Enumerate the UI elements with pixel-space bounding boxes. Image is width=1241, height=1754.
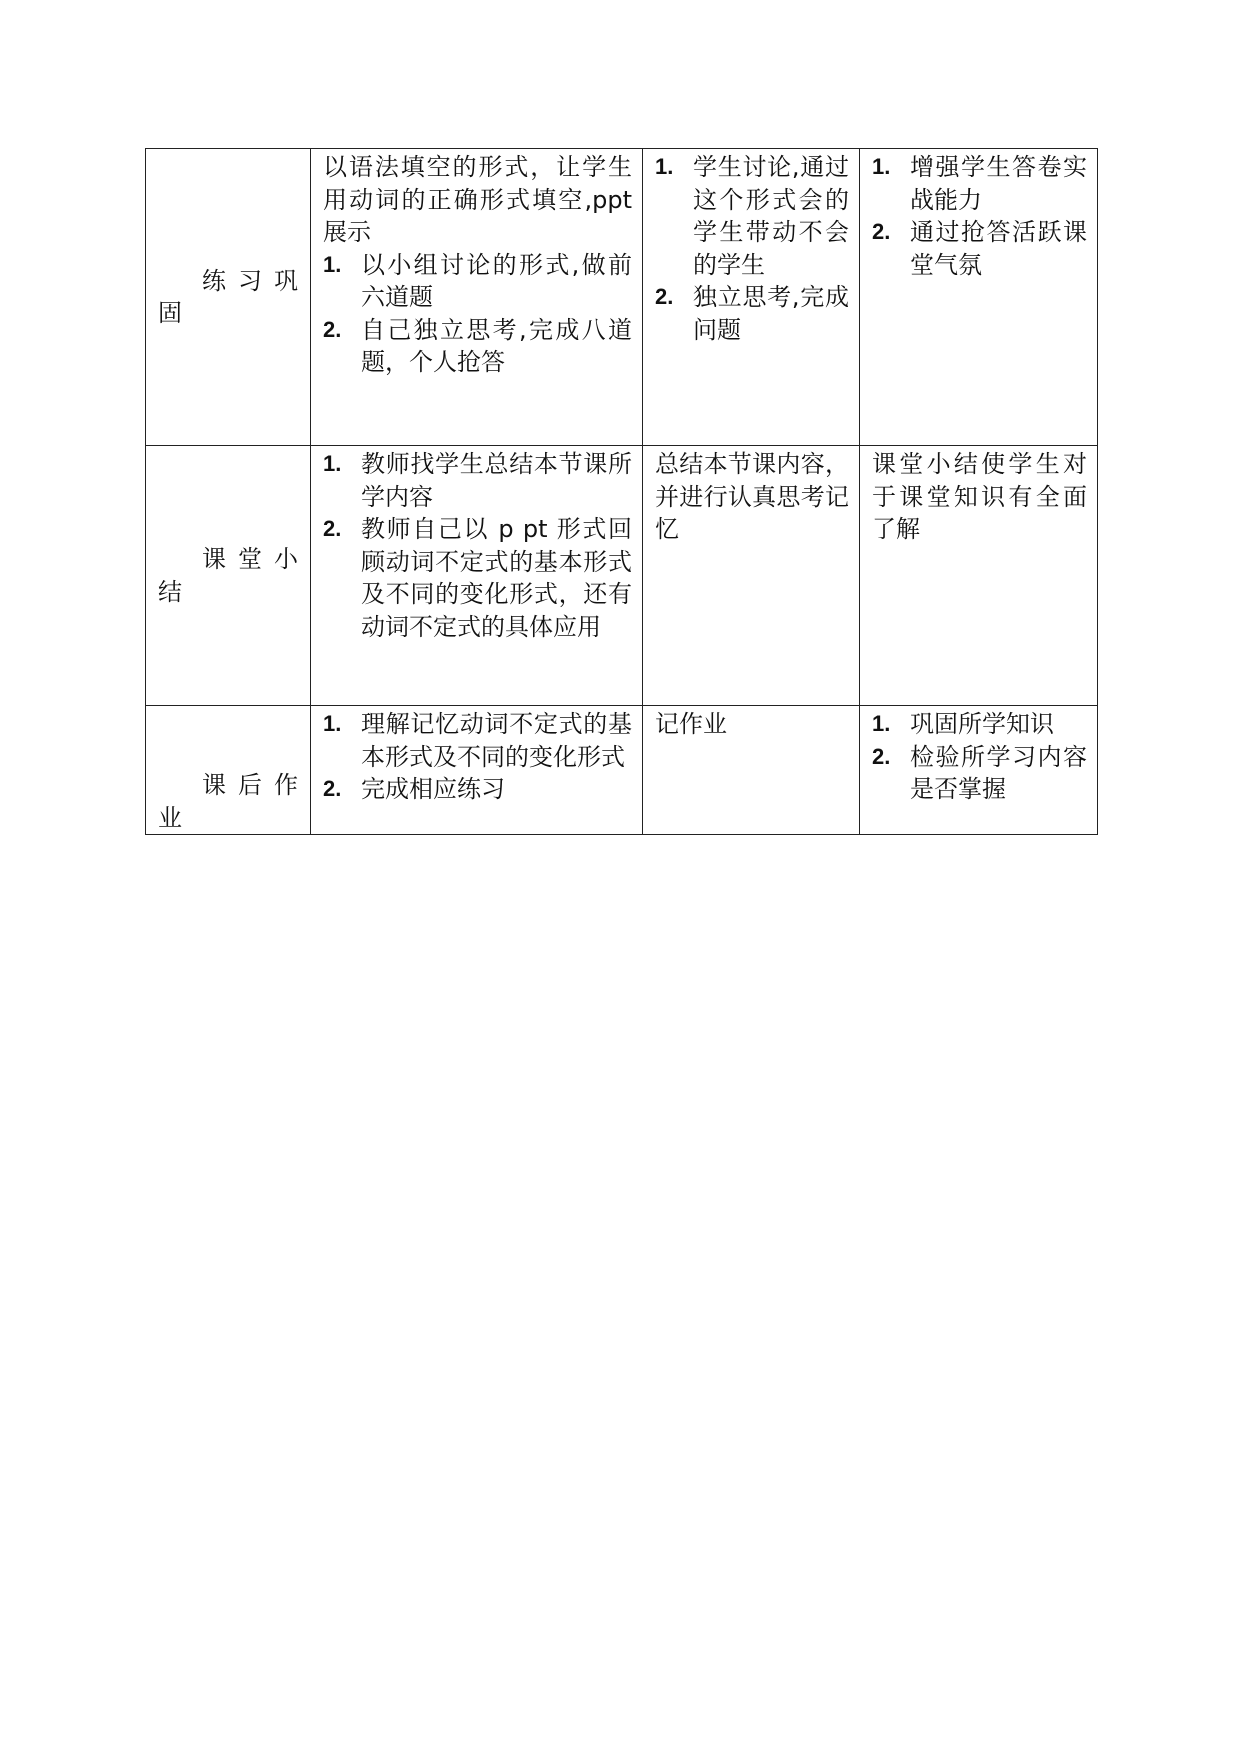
teacher-activity-cell [311,446,643,706]
list-item [323,708,632,773]
item-text: 增强学生答卷实战能力 [910,153,1087,214]
student-activity-list [655,151,849,346]
stage-cell [146,149,311,446]
item-text: 以小组讨论的形式,做前六道题 [361,250,632,311]
item-number: 2. [323,316,342,342]
item-number: 1. [872,154,891,179]
list-item [872,708,1087,741]
item-text: 教师找学生总结本节课所学内容 [361,450,632,511]
design-intent-cell [860,706,1098,835]
teacher-activity-list [323,708,632,806]
item-text: 检验所学习内容是否掌握 [910,742,1087,803]
item-text: 教师自己以 p pt 形式回顾动词不定式的基本形式及不同的变化形式，还有动词不定式的具体应用 [361,515,632,641]
lesson-plan-table [145,148,1098,835]
item-number: 2. [655,284,674,309]
item-text: 学生讨论,通过这个形式会的学生带动不会的学生 [693,153,849,279]
item-number: 1. [872,711,891,736]
item-text: 自己独立思考,完成八道题，个人抢答 [361,315,632,376]
stage-label-line1: 练习巩 [202,266,310,295]
list-item [323,448,632,513]
item-text: 理解记忆动词不定式的基本形式及不同的变化形式 [361,710,632,771]
teacher-activity-list [323,249,632,379]
item-number: 1. [323,451,342,476]
teacher-intro-text: 以语法填空的形式，让学生用动词的正确形式填空,ppt展示 [323,153,632,246]
table-row-summary [146,446,1098,706]
student-activity-text: 记作业 [655,710,727,738]
item-text: 独立思考,完成问题 [693,283,849,344]
design-intent-cell [860,446,1098,706]
stage-label-line2: 结 [158,577,182,606]
student-activity-cell [643,706,860,835]
teacher-activity-list [323,448,632,643]
stage-label-line2: 固 [158,299,182,327]
list-item [872,151,1087,216]
item-number: 1. [323,711,342,736]
item-text: 巩固所学知识 [910,710,1054,738]
stage-label-line2: 业 [158,803,182,832]
list-item [323,513,632,643]
item-number: 1. [323,251,342,277]
design-intent-list [872,708,1087,806]
list-item [872,741,1087,806]
list-item [655,151,849,281]
teacher-activity-cell [311,706,643,835]
table-row-homework [146,706,1098,835]
design-intent-list [872,151,1087,281]
stage-label-line1: 课后作 [202,771,310,799]
stage-label-line1: 课堂小 [202,545,310,573]
design-intent-text: 课堂小结使学生对于课堂知识有全面了解 [872,450,1087,543]
item-text: 完成相应练习 [361,775,505,803]
item-text: 通过抢答活跃课堂气氛 [910,218,1087,279]
list-item [872,216,1087,281]
list-item [655,281,849,346]
stage-cell [146,446,311,706]
item-number: 2. [323,516,342,541]
item-number: 2. [323,776,342,801]
stage-cell [146,706,311,835]
list-item [323,773,632,806]
item-number: 2. [872,219,891,244]
item-number: 2. [872,743,891,769]
list-item [323,314,632,379]
student-activity-cell [643,446,860,706]
design-intent-cell [860,149,1098,446]
list-item [323,249,632,314]
student-activity-cell [643,149,860,446]
student-activity-text: 总结本节课内容，并进行认真思考记忆 [655,450,849,543]
table-row-practice [146,149,1098,446]
teacher-activity-cell [311,149,643,446]
item-number: 1. [655,154,674,179]
